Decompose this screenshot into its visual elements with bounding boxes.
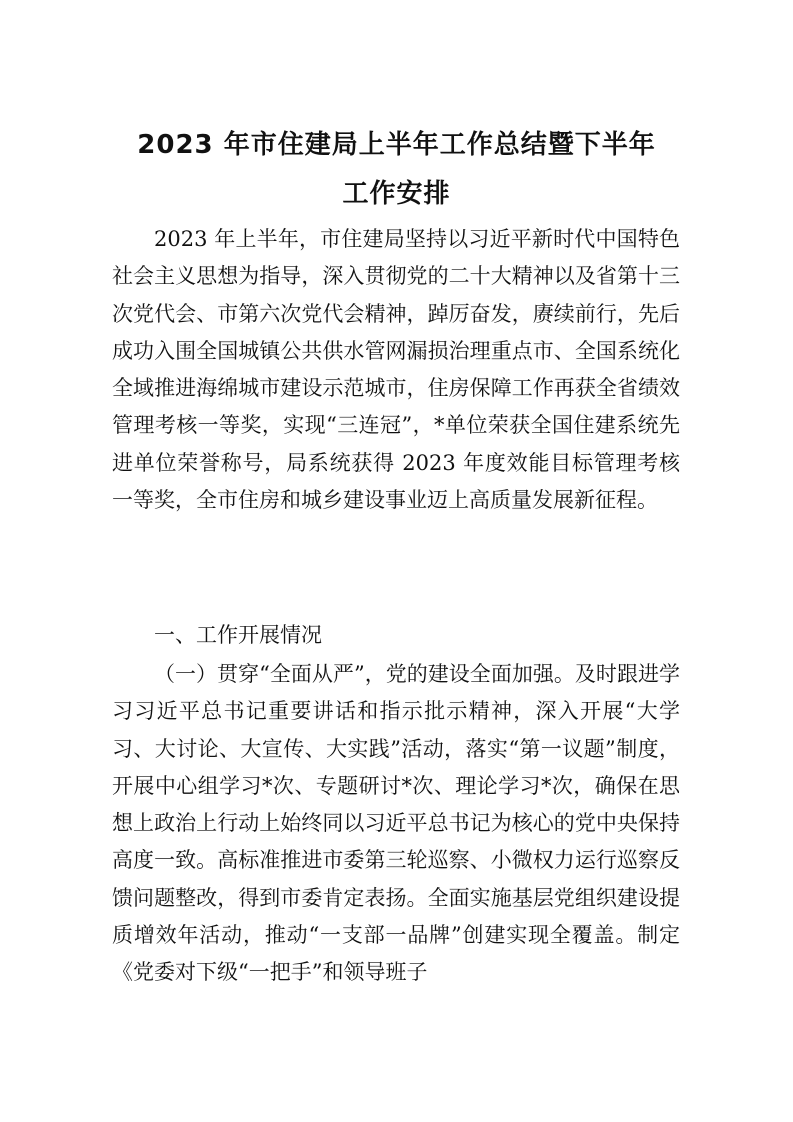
section-1-heading: 一、工作开展情况 — [154, 623, 322, 647]
section-1-heading-block — [112, 617, 680, 654]
section-1-paragraph-block — [112, 656, 680, 992]
document-title-line-2: 工作安排 — [342, 179, 451, 209]
intro-paragraph-block — [112, 221, 680, 519]
section-1-paragraph: （一）贯穿“全面从严”，党的建设全面加强。及时跟进学习习近平总书记重要讲话和指示批示精神，深入开展“大学习、大讨论、大宣传、大实践”活动，落实“第一议题”制度，开展中心组学习*次、专题研讨*次、理论学习*次，确保在思想上政治上行动上始终同以习近平总书记为核心的党中央保持高度一致。高标准推进市委第三轮巡察、小微权力运行巡察反馈问题整改，得到市委肯定表扬。全面实施基层党组织建设提质增效年活动，推动“一支部一品牌”创建实现全覆盖。制定《党委对下级“一把手”和领导班子 — [112, 662, 680, 985]
intro-paragraph: 2023 年上半年，市住建局坚持以习近平新时代中国特色社会主义思想为指导，深入贯彻党的二十大精神以及省第十三次党代会、市第六次党代会精神，踔厉奋发，赓续前行，先后成功入围全国城镇公共供水管网漏损治理重点市、全国系统化全域推进海绵城市建设示范城市，住房保障工作再获全省绩效管理考核一等奖，实现“三连冠”，*单位荣获全国住建系统先进单位荣誉称号，局系统获得 2023 年度效能目标管理考核一等奖，全市住房和城乡建设事业迈上高质量发展新征程。 — [112, 227, 680, 513]
document-title-line-1: 2023 年市住建局上半年工作总结暨下半年 — [137, 130, 656, 160]
